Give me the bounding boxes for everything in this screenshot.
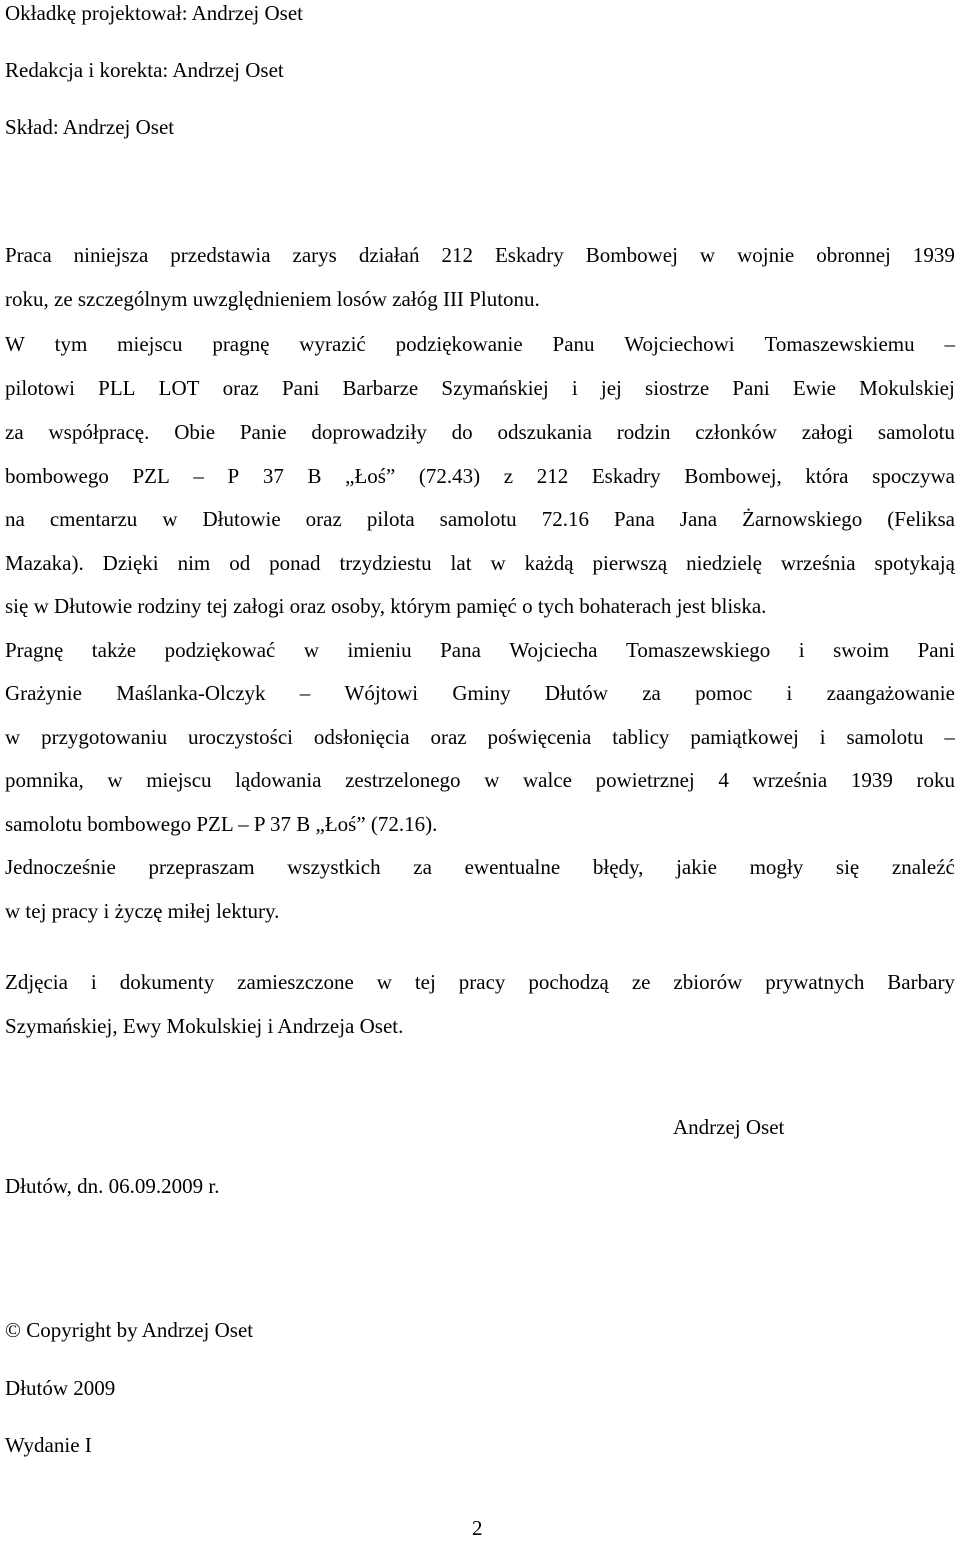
word: wyrazić — [299, 332, 366, 356]
body-line: roku, ze szczególnym uwzględnieniem losów załóg III Plutonu. — [5, 287, 540, 311]
word: zamieszczone — [237, 970, 354, 994]
word: Pragnę — [5, 638, 64, 662]
word: każdą — [524, 551, 574, 575]
word: 212 — [536, 464, 569, 488]
word: Obie — [174, 420, 216, 444]
body-line — [5, 550, 955, 576]
word: samolotu — [846, 725, 924, 749]
word: września — [780, 551, 856, 575]
word: zbiorów — [673, 970, 743, 994]
word: która — [805, 464, 849, 488]
word: odszukania — [497, 420, 592, 444]
body-line — [5, 854, 955, 880]
word: wojnie — [737, 243, 795, 267]
word: przedstawia — [170, 243, 271, 267]
word: ze — [631, 970, 651, 994]
word: Mazaka). — [5, 551, 84, 575]
word: Panu — [552, 332, 595, 356]
word: ponad — [269, 551, 321, 575]
word: B — [307, 464, 322, 488]
word: września — [752, 768, 828, 792]
word: Szymańskiej — [441, 376, 549, 400]
word: w — [376, 970, 392, 994]
word: – — [299, 681, 311, 705]
word: przepraszam — [148, 855, 255, 879]
word: znaleźć — [891, 855, 955, 879]
word: odsłonięcia — [313, 725, 410, 749]
word: jej — [600, 376, 622, 400]
word: – — [944, 332, 955, 356]
copyright-notice: © Copyright by Andrzej Oset — [5, 1318, 254, 1342]
word: przygotowaniu — [41, 725, 168, 749]
place-date: Dłutów, dn. 06.09.2009 r. — [5, 1174, 220, 1198]
word: 1939 — [850, 768, 893, 792]
word: i — [90, 970, 97, 994]
word: Panie — [239, 420, 287, 444]
word: podziękować — [164, 638, 276, 662]
word: zaangażowanie — [826, 681, 955, 705]
word: oraz — [222, 376, 259, 400]
signature: Andrzej Oset — [673, 1115, 785, 1139]
word: bombowego — [5, 464, 109, 488]
word: pamiątkowej — [690, 725, 799, 749]
word: samolotu — [439, 507, 517, 531]
edition: Wydanie I — [5, 1433, 92, 1457]
word: Dłutów — [544, 681, 608, 705]
word: 212 — [441, 243, 473, 267]
word: z — [503, 464, 514, 488]
credit-editing: Redakcja i korekta: Andrzej Oset — [5, 58, 284, 82]
word: w — [699, 243, 716, 267]
word: Praca — [5, 243, 52, 267]
word: – — [193, 464, 204, 488]
word: Pani — [732, 376, 770, 400]
body-line — [5, 463, 955, 489]
body-line: się w Dłutowie rodziny tej załogi oraz osoby, którym pamięć o tych bohaterach jest bliska. — [5, 594, 767, 618]
word: pochodzą — [528, 970, 609, 994]
word: i — [819, 725, 826, 749]
body-line — [5, 375, 955, 401]
word: i — [798, 638, 805, 662]
body-line — [5, 506, 955, 532]
word: cmentarzu — [49, 507, 138, 531]
word: załogi — [801, 420, 854, 444]
body-line — [5, 680, 955, 706]
word: mogły — [749, 855, 804, 879]
word: niniejsza — [73, 243, 149, 267]
word: Grażynie — [5, 681, 82, 705]
word: P — [227, 464, 240, 488]
word: W — [5, 332, 25, 356]
credit-cover: Okładkę projektował: Andrzej Oset — [5, 1, 303, 25]
photo-note-line: Szymańskiej, Ewy Mokulskiej i Andrzeja Oset. — [5, 1014, 404, 1038]
word: nim — [177, 551, 211, 575]
word: Jana — [679, 507, 718, 531]
word: spoczywa — [872, 464, 955, 488]
word: Bombowej, — [684, 464, 782, 488]
word: „Łoś” — [345, 464, 396, 488]
word: w — [490, 551, 506, 575]
word: Dzięki — [102, 551, 159, 575]
word: Eskadry — [591, 464, 661, 488]
word: zestrzelonego — [345, 768, 461, 792]
body-line — [5, 637, 955, 663]
page-number: 2 — [472, 1516, 483, 1540]
word: Gminy — [452, 681, 511, 705]
word: i — [571, 376, 578, 400]
credit-typesetting: Skład: Andrzej Oset — [5, 115, 175, 139]
word: Bombowej — [585, 243, 678, 267]
word: tej — [414, 970, 436, 994]
word: pilotowi — [5, 376, 76, 400]
word: Pana — [440, 638, 481, 662]
word: Zdjęcia — [5, 970, 68, 994]
word: 72.16 — [541, 507, 589, 531]
word: dokumenty — [119, 970, 215, 994]
word: Wojciecha — [509, 638, 598, 662]
word: na — [5, 507, 25, 531]
word: Ewie — [792, 376, 836, 400]
imprint-place-year: Dłutów 2009 — [5, 1376, 116, 1400]
word: tym — [54, 332, 88, 356]
word: w — [484, 768, 500, 792]
word: uroczystości — [188, 725, 293, 749]
word: spotykają — [874, 551, 955, 575]
word: Eskadry — [494, 243, 564, 267]
word: oraz — [305, 507, 342, 531]
word: pomoc — [695, 681, 753, 705]
word: Pana — [613, 507, 655, 531]
word: pilota — [366, 507, 415, 531]
word: rodzin — [616, 420, 671, 444]
word: członków — [695, 420, 777, 444]
photo-note-line — [5, 969, 955, 995]
word: w — [107, 768, 123, 792]
word: zarys — [292, 243, 337, 267]
word: współpracę. — [48, 420, 150, 444]
word: prywatnych — [765, 970, 865, 994]
word: tablicy — [612, 725, 670, 749]
word: LOT — [158, 376, 200, 400]
body-line: w tej pracy i życzę miłej lektury. — [5, 899, 280, 923]
word: w — [162, 507, 178, 531]
word: PLL — [98, 376, 136, 400]
word: Pani — [281, 376, 320, 400]
word: Wójtowi — [344, 681, 419, 705]
word: Tomaszewskiego — [625, 638, 771, 662]
body-line — [5, 331, 955, 357]
word: Wojciechowi — [624, 332, 735, 356]
word: walce — [523, 768, 572, 792]
body-line: samolotu bombowego PZL – P 37 B „Łoś” (72.16). — [5, 812, 438, 836]
word: za — [642, 681, 661, 705]
word: – — [944, 725, 955, 749]
body-line — [5, 242, 955, 268]
word: miejscu — [117, 332, 183, 356]
word: powietrznej — [595, 768, 695, 792]
word: pierwszą — [592, 551, 668, 575]
word: PZL — [132, 464, 170, 488]
word: pomnika, — [5, 768, 84, 792]
word: działań — [358, 243, 420, 267]
body-line — [5, 419, 955, 445]
word: siostrze — [645, 376, 710, 400]
word: swoim — [833, 638, 890, 662]
word: podziękowanie — [395, 332, 523, 356]
word: i — [786, 681, 793, 705]
word: Mokulskiej — [859, 376, 955, 400]
word: ewentualne — [464, 855, 561, 879]
word: wszystkich — [287, 855, 381, 879]
word: oraz — [430, 725, 467, 749]
word: w — [303, 638, 319, 662]
word: jakie — [676, 855, 717, 879]
word: Maślanka-Olczyk — [116, 681, 266, 705]
word: 1939 — [912, 243, 955, 267]
word: roku — [916, 768, 955, 792]
word: Żarnowskiego — [742, 507, 863, 531]
word: obronnej — [816, 243, 891, 267]
word: Pani — [917, 638, 955, 662]
word: pracy — [458, 970, 506, 994]
word: od — [229, 551, 251, 575]
body-line — [5, 724, 955, 750]
body-line — [5, 767, 955, 793]
word: za — [5, 420, 24, 444]
word: Dłutowie — [202, 507, 281, 531]
word: Barbary — [887, 970, 955, 994]
word: trzydziestu — [339, 551, 432, 575]
word: do — [451, 420, 473, 444]
word: także — [91, 638, 137, 662]
word: pragnę — [212, 332, 270, 356]
word: (72.43) — [418, 464, 481, 488]
word: niedzielę — [686, 551, 762, 575]
word: doprowadziły — [311, 420, 427, 444]
word: 4 — [718, 768, 729, 792]
word: miejscu — [146, 768, 212, 792]
word: za — [413, 855, 432, 879]
word: w — [5, 725, 21, 749]
word: (Feliksa — [887, 507, 955, 531]
word: lądowania — [235, 768, 322, 792]
word: się — [835, 855, 860, 879]
word: imieniu — [347, 638, 412, 662]
word: Tomaszewskiemu — [764, 332, 915, 356]
word: lat — [450, 551, 472, 575]
word: 37 — [262, 464, 284, 488]
word: Barbarze — [342, 376, 419, 400]
word: błędy, — [592, 855, 644, 879]
word: samolotu — [877, 420, 955, 444]
word: Jednocześnie — [5, 855, 116, 879]
word: poświęcenia — [487, 725, 592, 749]
